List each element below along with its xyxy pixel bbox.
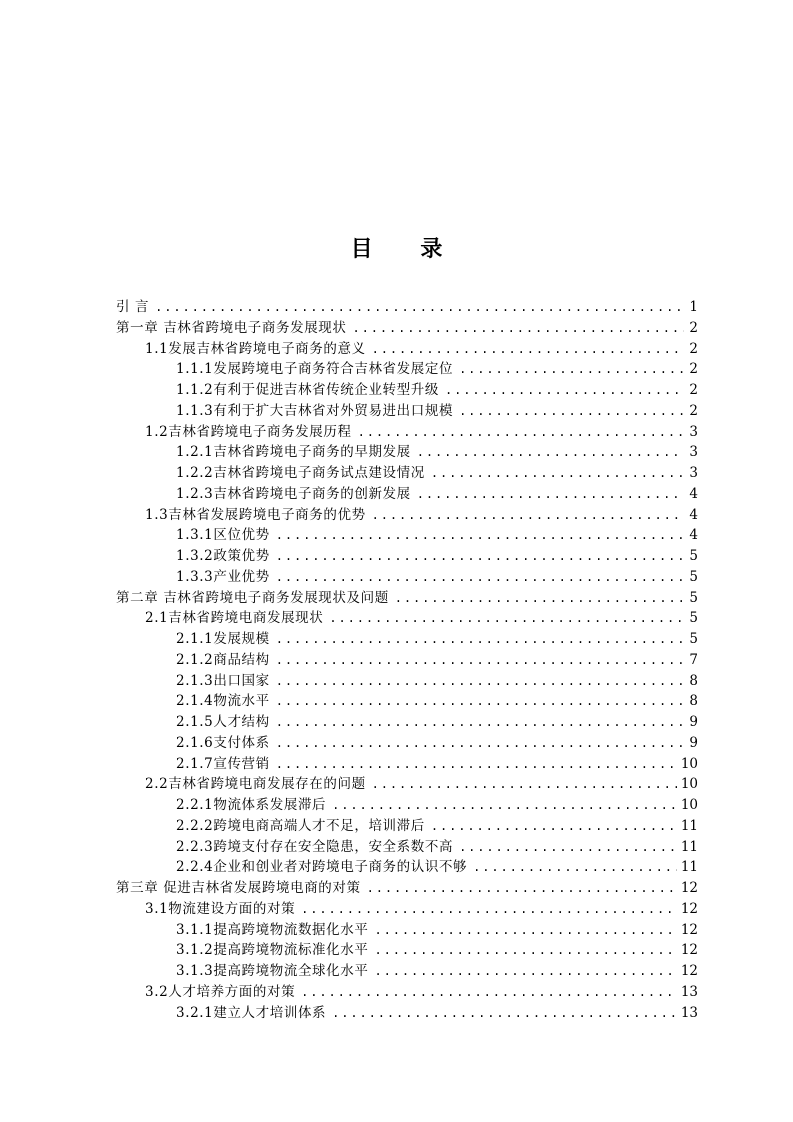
toc-entry-page-number: 3 [689,423,698,440]
toc-entry-title: 引 言 [116,299,150,315]
toc-entry[interactable] [116,691,698,712]
dot-leader [276,546,684,567]
toc-entry[interactable] [116,484,698,505]
dot-leader [473,857,677,878]
toc-entry[interactable] [116,422,698,443]
dot-leader [276,629,684,650]
toc-entry[interactable] [116,525,698,546]
toc-entry[interactable] [116,671,698,692]
toc-entry[interactable] [116,920,698,941]
toc-entry-title: 3.1.2提高跨境物流标准化水平 [176,942,369,959]
dot-leader [301,982,677,1003]
dot-leader [372,774,677,795]
toc-entry[interactable] [116,650,698,671]
toc-entry-page-number: 5 [689,568,698,585]
toc-entry-title: 2.2.1物流体系发展滞后 [176,797,327,813]
dot-leader [431,816,677,837]
toc-entry[interactable] [116,795,698,816]
dot-leader [276,650,684,671]
toc-entry[interactable] [116,857,698,878]
toc-entry-title: 3.1.3提高跨境物流全球化水平 [176,963,369,979]
toc-entry-page-number: 2 [689,382,698,398]
dot-leader [395,588,684,609]
toc-entry[interactable] [116,588,698,609]
dot-leader [445,380,684,401]
toc-entry-title: 1.3.1区位优势 [176,527,270,544]
dot-leader [358,422,684,443]
dot-leader [276,733,684,754]
toc-entry[interactable] [116,712,698,733]
toc-entry-page-number: 12 [680,942,698,959]
toc-entry-page-number: 2 [689,361,698,378]
toc-entry[interactable] [116,754,698,775]
toc-entry[interactable] [116,733,698,754]
toc-entry[interactable] [116,1003,698,1024]
toc-entry[interactable] [116,940,698,961]
toc-entry-page-number: 7 [689,651,698,668]
toc-entry-page-number: 4 [689,527,698,544]
toc-entry[interactable] [116,505,698,526]
dot-leader [276,525,684,546]
toc-entry[interactable] [116,878,698,899]
toc-entry[interactable] [116,318,698,339]
toc-entry[interactable] [116,774,698,795]
toc-entry-page-number: 12 [680,963,698,979]
toc-entry-page-number: 5 [689,548,698,564]
toc-entry-page-number: 3 [689,444,698,461]
toc-entry-title: 1.2.3吉林省跨境电子商务的创新发展 [176,485,411,502]
toc-entry-title: 2.1.7宣传营销 [176,755,270,772]
toc-entry-title: 1.2.2吉林省跨境电子商务试点建设情况 [176,465,425,481]
dot-leader [329,608,684,629]
toc-entry-page-number: 9 [689,714,698,730]
dot-leader [276,567,684,588]
dot-leader [353,318,685,339]
toc-entry-page-number: 10 [680,776,698,793]
toc-entry[interactable] [116,961,698,982]
toc-entry[interactable] [116,339,698,360]
toc-entry-page-number: 4 [689,485,698,502]
toc-entry-title: 2.1.2商品结构 [176,651,270,668]
dot-leader [374,961,676,982]
toc-entry-page-number: 8 [689,672,698,689]
page-title: 目 录 [350,236,463,262]
dot-leader [155,297,684,318]
toc-entry[interactable] [116,629,698,650]
dot-leader [301,899,677,920]
toc-entry-title: 1.3.2政策优势 [176,548,270,564]
toc-entry-page-number: 12 [680,921,698,938]
toc-entry-page-number: 8 [689,693,698,710]
toc-entry[interactable] [116,899,698,920]
toc-entry-title: 1.1.2有利于促进吉林省传统企业转型升级 [176,382,439,398]
dot-leader [372,339,684,360]
dot-leader [417,442,684,463]
toc-entry-page-number: 12 [680,880,698,896]
toc-entry-title: 3.1.1提高跨境物流数据化水平 [176,921,369,938]
toc-entry-page-number: 3 [689,465,698,481]
toc-entry-title: 2.1.6支付体系 [176,734,270,751]
toc-entry-title: 第一章 吉林省跨境电子商务发展现状 [116,319,347,336]
toc-entry-title: 2.2吉林省跨境电商发展存在的问题 [145,776,366,793]
toc-entry-title: 2.1.5人才结构 [176,714,270,730]
toc-entry-title: 3.2.1建立人才培训体系 [176,1004,327,1021]
toc-entry-page-number: 11 [680,838,698,855]
dot-leader [276,712,684,733]
toc-entry-title: 3.2人才培养方面的对策 [145,983,296,1000]
dot-leader [372,505,684,526]
dot-leader [374,940,676,961]
toc-entry-page-number: 13 [680,983,698,1000]
toc-entry[interactable] [116,401,698,422]
toc-entry-page-number: 10 [680,755,698,772]
toc-entry-title: 第三章 促进吉林省发展跨境电商的对策 [116,880,361,896]
toc-entry-page-number: 13 [680,1004,698,1021]
toc-entry-title: 2.2.2跨境电商高端人才不足，培训滞后 [176,817,425,834]
toc-entry-title: 2.1.1发展规模 [176,631,270,647]
toc-entry-page-number: 12 [680,900,698,917]
toc-entry-title: 2.2.4企业和创业者对跨境电子商务的认识不够 [176,859,468,876]
toc-entry-page-number: 11 [680,817,698,834]
dot-leader [332,1003,677,1024]
toc-entry-page-number: 4 [689,506,698,523]
toc-entry-title: 1.3.3产业优势 [176,568,270,585]
toc-entry-title: 1.1.3有利于扩大吉林省对外贸易进出口规模 [176,402,454,419]
table-of-contents [116,297,698,1023]
toc-entry[interactable] [116,567,698,588]
toc-entry-title: 3.1物流建设方面的对策 [145,900,296,917]
toc-entry-title: 1.3吉林省发展跨境电子商务的优势 [145,506,366,523]
dot-leader [276,754,677,775]
toc-entry[interactable] [116,297,698,318]
toc-entry[interactable] [116,546,698,567]
toc-entry[interactable] [116,816,698,837]
toc-entry-title: 1.2吉林省跨境电子商务发展历程 [145,423,352,440]
dot-leader [459,837,677,858]
toc-entry[interactable] [116,359,698,380]
toc-entry-page-number: 5 [689,631,698,647]
toc-entry-page-number: 2 [689,319,698,336]
toc-entry[interactable] [116,380,698,401]
dot-leader [367,878,677,899]
toc-entry-title: 2.2.3跨境支付存在安全隐患，安全系数不高 [176,838,454,855]
dot-leader [276,691,684,712]
dot-leader [276,671,684,692]
dot-leader [417,484,684,505]
dot-leader [374,920,676,941]
toc-entry-title: 1.1.1发展跨境电子商务符合吉林省发展定位 [176,361,454,378]
toc-entry-title: 1.2.1吉林省跨境电子商务的早期发展 [176,444,411,461]
toc-entry-page-number: 2 [689,402,698,419]
toc-entry-page-number: 10 [680,797,698,813]
toc-entry-title: 2.1.4物流水平 [176,693,270,710]
toc-entry-page-number: 5 [689,610,698,627]
dot-leader [459,401,684,422]
toc-entry-title: 第二章 吉林省跨境电子商务发展现状及问题 [116,589,389,606]
toc-entry-title: 1.1发展吉林省跨境电子商务的意义 [145,340,366,357]
toc-entry-title: 2.1.3出口国家 [176,672,270,689]
toc-entry-page-number: 11 [680,859,698,876]
dot-leader [431,463,684,484]
toc-entry-page-number: 9 [689,734,698,751]
dot-leader [332,795,677,816]
toc-entry-title: 2.1吉林省跨境电商发展现状 [145,610,324,627]
toc-entry-page-number: 1 [689,299,698,315]
dot-leader [459,359,684,380]
toc-entry[interactable] [116,608,698,629]
toc-entry[interactable] [116,463,698,484]
toc-entry-page-number: 2 [689,340,698,357]
toc-entry-page-number: 5 [689,589,698,606]
toc-entry[interactable] [116,982,698,1003]
toc-entry[interactable] [116,442,698,463]
toc-entry[interactable] [116,837,698,858]
